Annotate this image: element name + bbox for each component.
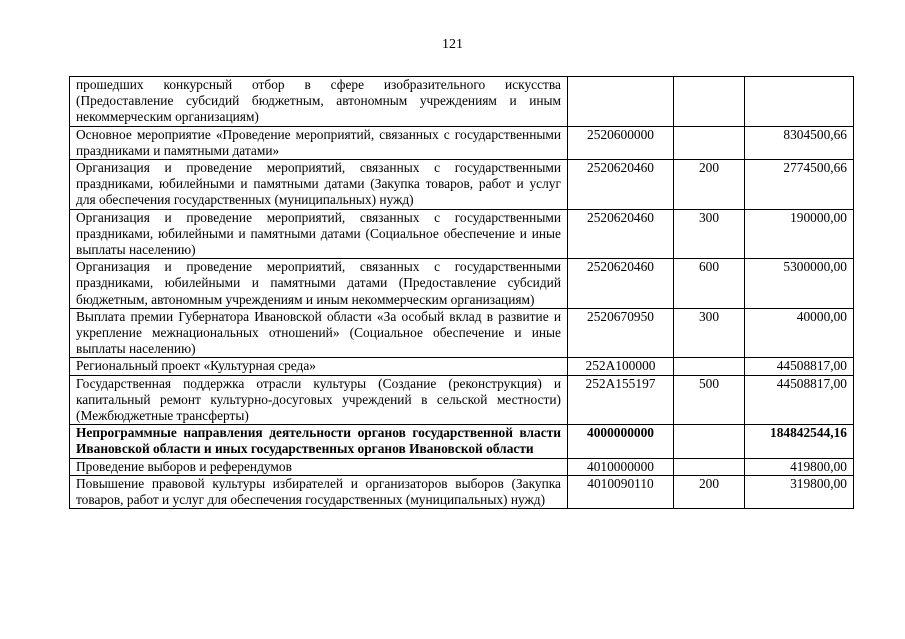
row-sum: 190000,00 [745,209,854,259]
row-code: 2520670950 [568,308,674,358]
row-kind: 600 [674,259,745,309]
row-kind [674,458,745,475]
row-code: 2520620460 [568,160,674,210]
row-sum: 44508817,00 [745,375,854,425]
row-code: 252A155197 [568,375,674,425]
row-sum: 8304500,66 [745,126,854,159]
row-name: Повышение правовой культуры избирателей и организаторов выборов (Закупка товаров, работ и услуг для обеспечения государственных (муниципальных) нужд) [70,475,568,508]
row-code [568,77,674,127]
row-kind [674,425,745,458]
row-code: 2520620460 [568,209,674,259]
row-kind: 300 [674,308,745,358]
table-row [70,308,854,358]
row-name: Организация и проведение мероприятий, связанных с государственными праздниками, юбилейными и памятными датами (Предоставление субсидий бюджетным, автономным учреждениям и иным некоммерческим организациям) [70,259,568,309]
row-kind: 200 [674,475,745,508]
row-kind: 200 [674,160,745,210]
row-name: прошедших конкурсный отбор в сфере изобразительного искусства (Предоставление субсидий бюджетным, автономным учреждениям и иным некоммерческим организациям) [70,77,568,127]
row-code: 4000000000 [568,425,674,458]
table-row-section-total [70,425,854,458]
row-kind: 500 [674,375,745,425]
page-number: 121 [442,37,463,52]
row-kind: 300 [674,209,745,259]
row-sum: 40000,00 [745,308,854,358]
table-row [70,358,854,375]
table-row [70,259,854,309]
row-name: Региональный проект «Культурная среда» [70,358,568,375]
row-code: 2520620460 [568,259,674,309]
table-row [70,126,854,159]
row-kind [674,358,745,375]
table-row [70,375,854,425]
row-name: Организация и проведение мероприятий, связанных с государственными праздниками, юбилейными и памятными датами (Закупка товаров, работ и услуг для обеспечения государственных (муниципальных) нужд) [70,160,568,210]
row-name: Непрограммные направления деятельности органов государственной власти Ивановской области и иных государственных органов Ивановской области [70,425,568,458]
row-name: Организация и проведение мероприятий, связанных с государственными праздниками, юбилейными и памятными датами (Социальное обеспечение и иные выплаты населению) [70,209,568,259]
table-row [70,458,854,475]
row-code: 2520600000 [568,126,674,159]
row-code: 4010090110 [568,475,674,508]
row-name: Государственная поддержка отрасли культуры (Создание (реконструкция) и капитальный ремонт культурно-досуговых учреждений в сельской местности) (Межбюджетные трансферты) [70,375,568,425]
row-kind [674,126,745,159]
row-sum: 419800,00 [745,458,854,475]
row-name: Основное мероприятие «Проведение мероприятий, связанных с государственными праздниками и памятными датами» [70,126,568,159]
row-code: 252A100000 [568,358,674,375]
row-name: Проведение выборов и референдумов [70,458,568,475]
table-row [70,160,854,210]
row-sum: 2774500,66 [745,160,854,210]
budget-table [69,76,854,509]
row-sum [745,77,854,127]
row-name: Выплата премии Губернатора Ивановской области «За особый вклад в развитие и укрепление межнациональных отношений» (Социальное обеспечение и иные выплаты населению) [70,308,568,358]
row-sum: 319800,00 [745,475,854,508]
row-sum: 5300000,00 [745,259,854,309]
row-sum: 184842544,16 [745,425,854,458]
table-row [70,209,854,259]
table-row [70,475,854,508]
row-code: 4010000000 [568,458,674,475]
row-sum: 44508817,00 [745,358,854,375]
table-row [70,77,854,127]
row-kind [674,77,745,127]
